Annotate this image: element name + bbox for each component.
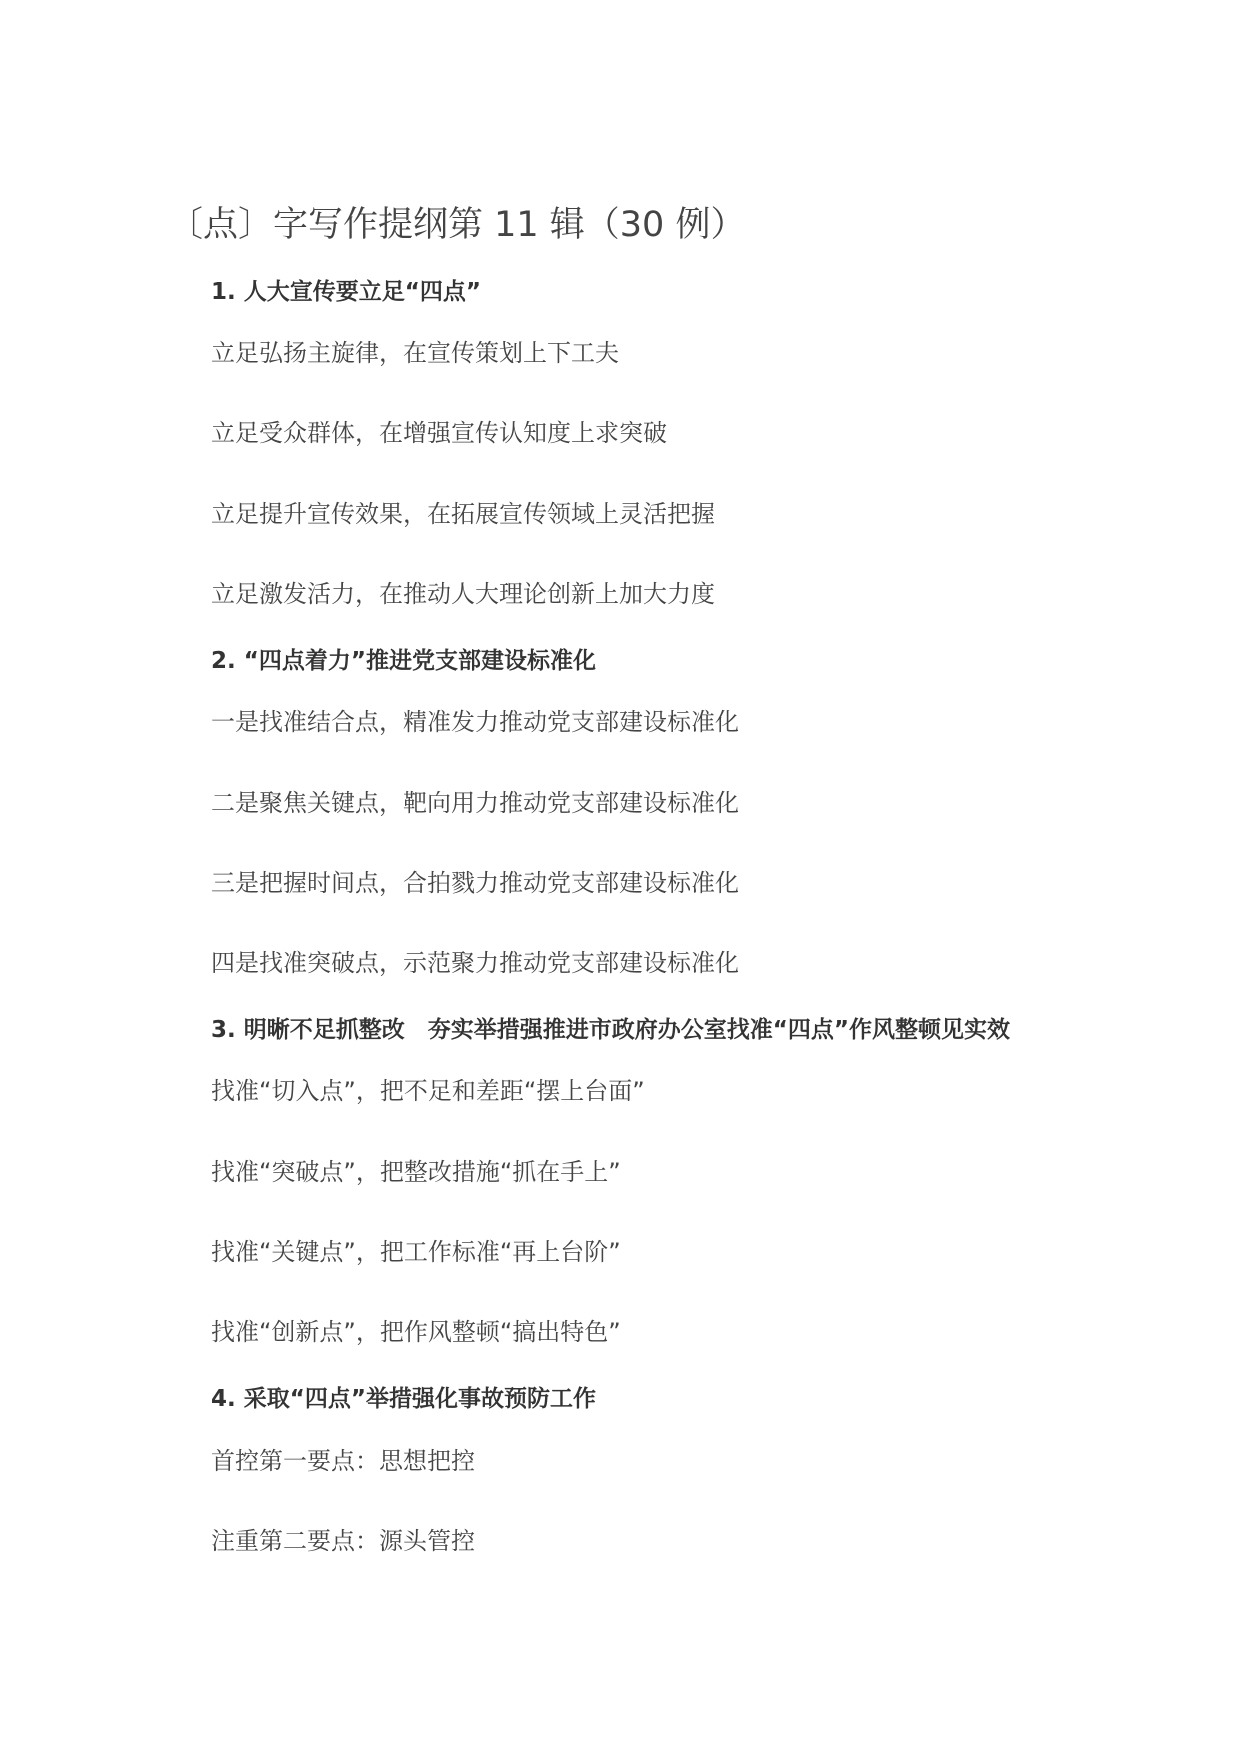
section-1-item-2: 立足受众群体，在增强宣传认知度上求突破 bbox=[211, 419, 667, 447]
section-heading-2: 2. “四点着力”推进党支部建设标准化 bbox=[211, 648, 596, 674]
section-2-item-4: 四是找准突破点，示范聚力推动党支部建设标准化 bbox=[211, 949, 739, 977]
section-2-item-3: 三是把握时间点，合拍戮力推动党支部建设标准化 bbox=[211, 869, 739, 897]
section-heading-3: 3. 明晰不足抓整改 夯实举措强推进市政府办公室找准“四点”作风整顿见实效 bbox=[211, 1017, 1010, 1043]
section-3-item-3: 找准“关键点”，把工作标准“再上台阶” bbox=[211, 1238, 621, 1266]
section-1-item-1: 立足弘扬主旋律，在宣传策划上下工夫 bbox=[211, 339, 619, 367]
section-2-item-1: 一是找准结合点，精准发力推动党支部建设标准化 bbox=[211, 708, 739, 736]
section-3-item-1: 找准“切入点”，把不足和差距“摆上台面” bbox=[211, 1077, 645, 1105]
section-3-item-2: 找准“突破点”，把整改措施“抓在手上” bbox=[211, 1158, 621, 1186]
document-title: 〔点〕字写作提纲第 11 辑（30 例） bbox=[168, 205, 746, 245]
section-4-item-1: 首控第一要点：思想把控 bbox=[211, 1447, 475, 1475]
section-4-item-2: 注重第二要点：源头管控 bbox=[211, 1527, 475, 1555]
section-1-item-3: 立足提升宣传效果，在拓展宣传领域上灵活把握 bbox=[211, 500, 715, 528]
section-3-item-4: 找准“创新点”，把作风整顿“搞出特色” bbox=[211, 1318, 621, 1346]
section-heading-4: 4. 采取“四点”举措强化事故预防工作 bbox=[211, 1386, 596, 1412]
section-2-item-2: 二是聚焦关键点，靶向用力推动党支部建设标准化 bbox=[211, 789, 739, 817]
section-1-item-4: 立足激发活力，在推动人大理论创新上加大力度 bbox=[211, 580, 715, 608]
section-heading-1: 1. 人大宣传要立足“四点” bbox=[211, 279, 481, 305]
